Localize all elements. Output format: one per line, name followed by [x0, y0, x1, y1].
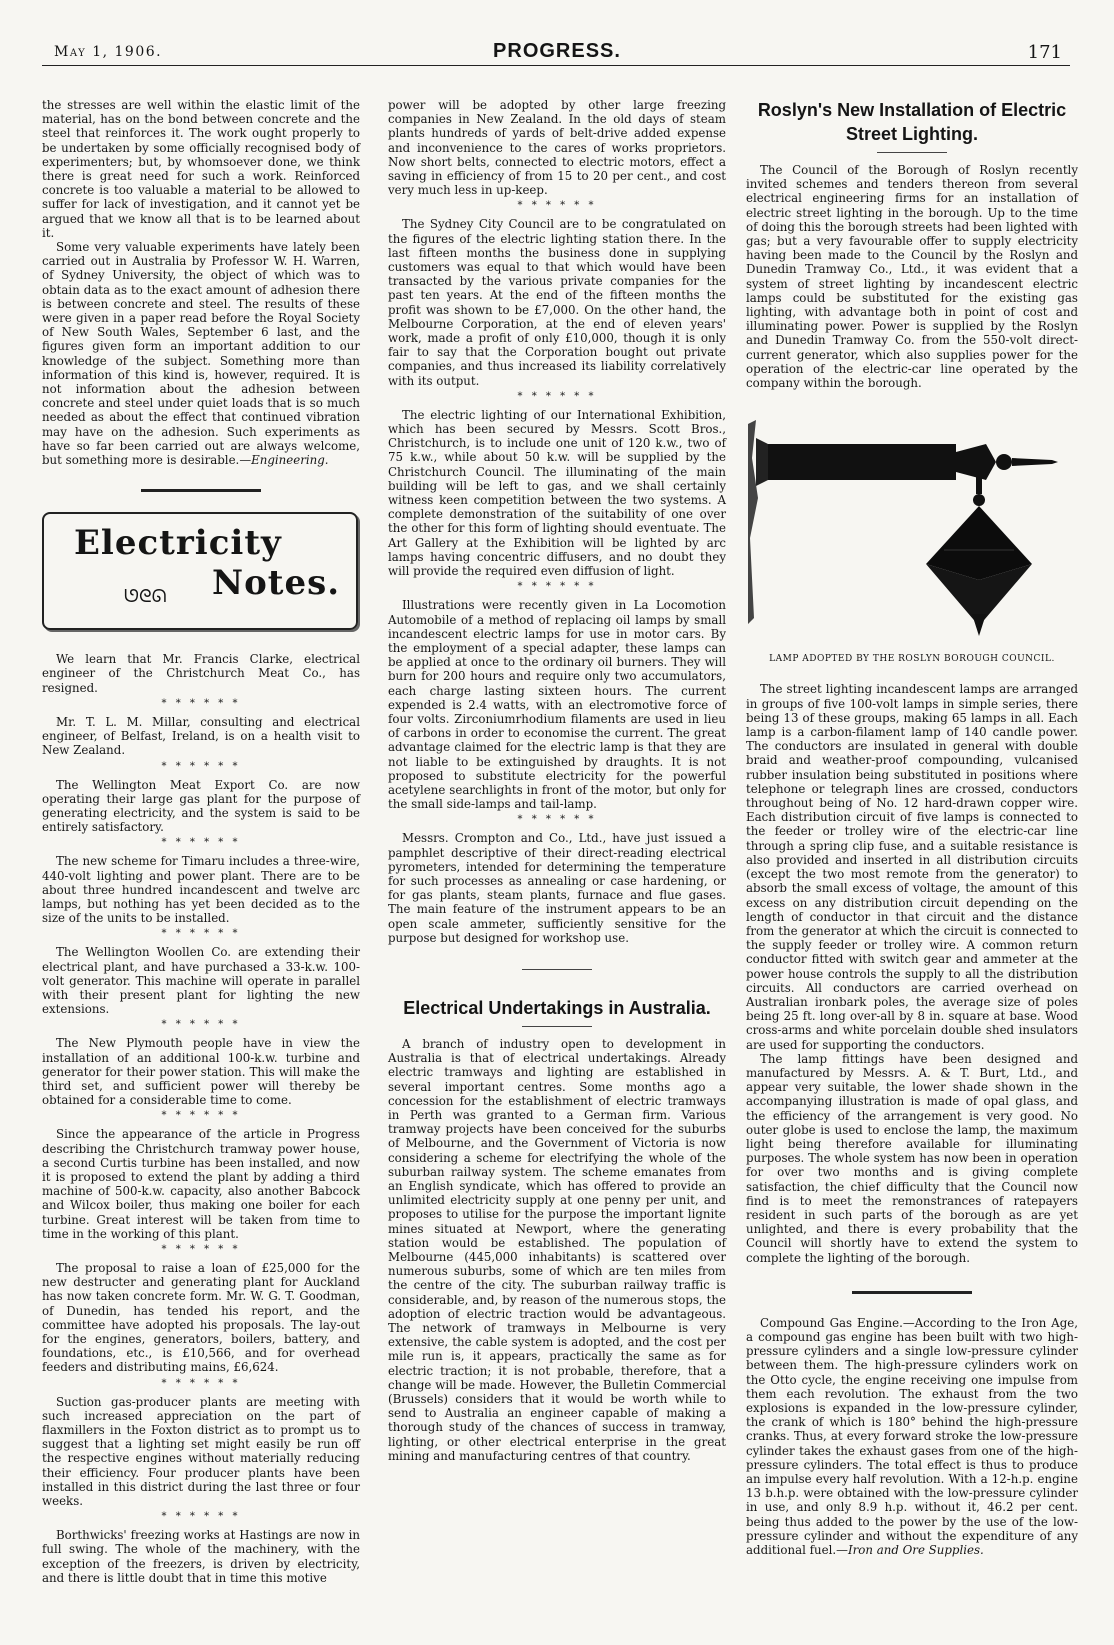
- section-divider: [852, 1291, 972, 1294]
- note-paragraph: We learn that Mr. Francis Clarke, electrical engineer of the Christchurch Meat Co., has resigned.: [42, 652, 360, 695]
- stars-separator: * * * * * *: [517, 814, 597, 826]
- article-paragraph: A branch of industry open to development in Australia is that of electrical undertakings. Already electric tramways and lighting are established in several important centres. Some months ago a concession for the establishment of electric tramways in Perth was granted to a German firm. Various tramway projects have been conceived for the suburbs of Melbourne, and the Government of Victoria is now considering a scheme for electrifying the whole of the suburban railway system. The scheme emanates from an English syndicate, which has offered to provide an unlimited electricity supply at one penny per unit, and proposes to utilise for the purpose the important lignite mines situated at Newport, where the generating station would be established. The population of Melbourne (445,000 inhabitants) is scattered over numerous suburbs, some of which are ten miles from the centre of the city. The suburban railway traffic is considerable, and, by reason of the numerous stops, the adoption of electric traction would be advantageous. The network of tramways in Melbourne is very extensive, the cable system is adopted, and the cost per mile run is, it appears, practically the same as for electric traction; it is not probable, therefore, that a change will be made. However, the Bulletin Commercial (Brussels) considers that it would be worth while to send to Australia an engineer capable of making a thorough study of the chances of success in tramway, lighting, or other electrical enterprise in the great mining and manufacturing centres of that country.: [388, 1036, 726, 1463]
- issue-date: May 1, 1906.: [54, 44, 163, 60]
- stars-separator: * * * * * *: [161, 1110, 241, 1122]
- article-source: —Iron and Ore Supplies.: [836, 1543, 984, 1558]
- note-paragraph: The Sydney City Council are to be congratulated on the figures of the electric lighting station there. In the last fifteen months the business done in supplying customers was equal to that which would have been transacted by the various private companies for the past ten years. At the end of the fifteen months the profit was shown to be £7,000. On the other hand, the Melbourne Corporation, at the end of eleven years' work, made a profit of only £10,000, though it is only fair to say that the Corporation bought out private companies, and thus increased its liability correlatively with its output.: [388, 217, 726, 388]
- stars-separator: * * * * * *: [161, 760, 241, 772]
- column-left: [42, 98, 360, 1585]
- note-paragraph: Borthwicks' freezing works at Hastings are now in full swing. The whole of the machinery, with the exception of the freezers, is driven by electricity, and there is little doubt that in time this motive: [42, 1528, 360, 1585]
- note-paragraph: power will be adopted by other large freezing companies in New Zealand. In the old days of steam plants hundreds of yards of belt-drive added expense and inconvenience to the cares of works proprietors. Now short belts, connected to electric motors, effect a saving in efficiency of from 15 to 20 per cent., and cost very much less in up-keep.: [388, 98, 726, 198]
- stars-separator: * * * * * *: [161, 1511, 241, 1523]
- ornament-icon: ᘎᘓᘏ: [124, 586, 167, 608]
- note-paragraph: Suction gas-producer plants are meeting with such increased appreciation on the part of flaxmillers in the Foxton district as to prompt us to suggest that a lighting set might easily be run off the respective engines without materially reducing their efficiency. Four producer plants have been installed in this district during the last three or four weeks.: [42, 1394, 360, 1509]
- note-paragraph: Since the appearance of the article in Progress describing the Christchurch tramway power house, a second Curtis turbine has been installed, and now it is proposed to extend the plant by adding a third machine of 500-k.w. capacity, also another Babcock and Wilcox boiler, thus making one boiler for each turbine. Great interest will be taken from time to time in the working of this plant.: [42, 1127, 360, 1241]
- lamp-drawing: [746, 418, 1066, 646]
- note-paragraph: Messrs. Crompton and Co., Ltd., have just issued a pamphlet descriptive of their direct-reading electrical pyrometers, intended for determining the temperature for such processes as annealing or case hardening, or for gas plants, steam plants, furnace and flue gases. The main feature of the instrument appears to be an open scale ammeter, sufficiently sensitive for the purpose but designed for workshop use.: [388, 831, 726, 945]
- note-paragraph: The New Plymouth people have in view the installation of an additional 100-k.w. turbine and generator for their power station. This will make the third set, and sufficient power will thereby be obtained for a considerable time to come.: [42, 1036, 360, 1108]
- stars-separator: * * * * * *: [161, 1243, 241, 1255]
- stars-separator: * * * * * *: [161, 1377, 241, 1389]
- stars-separator: * * * * * *: [517, 581, 597, 593]
- page-number: 171: [1027, 42, 1062, 63]
- article-paragraph: The Council of the Borough of Roslyn recently invited schemes and tenders thereon from several electrical engineering firms for an installation of electric street lighting in the borough. Up to the time of doing this the borough streets had been lighted with gas; but a very favourable offer to supply electricity having been made to the Council by the Roslyn and Dunedin Tramway Co., Ltd., it was evident that a system of street lighting by incandescent electric lamps could be substituted for the existing gas lighting, with advantage both in point of cost and illuminating power. Power is supplied by the Roslyn and Dunedin Tramway Co. from the 550-volt direct-current generator, which also supplies power for the operation of the electric-car line operated by the company within the borough.: [746, 163, 1078, 391]
- article-paragraph: The street lighting incandescent lamps are arranged in groups of five 100-volt lamps in simple series, there being 13 of these groups, making 65 lamps in all. Each lamp is a carbon-filament lamp of 140 candle power. The conductors are insulated in general with double braid and weather-proof compounding, vulcanised rubber insulation being substituted in positions where telephone or telegraph lines are crossed, conductors throughout being of No. 12 hard-drawn copper wire. Each distribution circuit of five lamps is connected to the feeder or trolley wire of the electric-car line through a spring clip fuse, and a suitable resistance is also provided and inserted in all distribution circuits (except the two most remote from the generator) to absorb the small excess of voltage, the amount of this excess on any distribution circuit depending on the length of conductor in that circuit and the distance from the generator at which the circuit is connected to the supply feeder or trolley wire. A common return conductor fitted with switch gear and ammeter at the power house controls the supply to all the distribution circuits. All conductors are carried overhead on Australian ironbark poles, the average size of poles being 25 ft. long over-all by 8 in. square at base. Wood cross-arms and white porcelain double shed insulators are used for supporting the conductors.: [746, 682, 1078, 1052]
- masthead-title: PROGRESS.: [493, 40, 621, 62]
- short-rule: [522, 969, 592, 970]
- article-paragraph: the stresses are well within the elastic limit of the material, has on the bond between concrete and the steel that reinforces it. The work ought properly to be undertaken by some officially recognised body of experimenters; but, by whomsoever done, we think there is great need for such a work. Reinforced concrete is too valuable a material to be allowed to suffer for lack of investigation, and it cannot yet be argued that we know all that is to be learned about it.: [42, 98, 360, 240]
- electricity-notes-box: [42, 512, 358, 630]
- stars-separator: * * * * * *: [161, 928, 241, 940]
- article-paragraph: The lamp fittings have been designed and manufactured by Messrs. A. & T. Burt, Ltd., and appear very suitable, the lower shade shown in the accompanying illustration is made of opal glass, and the efficiency of the arrangement is very good. No outer globe is used to enclose the lamp, the maximum light being therefore available for illuminating purposes. The whole system has now been in operation for over two months and is giving complete satisfaction, the chief difficulty that the Council now find is to meet the remonstrances of ratepayers resident in such parts of the borough as are yet unlighted, and there is every probability that the Council will shortly have to extend the system to complete the lighting of the borough.: [746, 1051, 1078, 1265]
- column-middle: [388, 98, 726, 1463]
- article-source: —Engineering.: [239, 453, 329, 468]
- note-paragraph: Illustrations were recently given in La Locomotion Automobile of a method of replacing oil lamps by small incandescent electric lamps for use in motor cars. By the employment of a special adapter, these lamps can be applied at once to the ordinary oil burners. They will burn for 200 hours and require only two accumulators, each charge lasting sixteen hours. The current expended is 2.4 watts, with an electromotive force of four volts. Zirconiumrhodium filaments are used in lieu of carbons in order to economise the current. The great advantage claimed for the electric lamp is that they are not liable to be extinguished by draughts. It is not proposed to substitute electricity for the powerful acetylene searchlights in front of the motor, but only for the small side-lamps and tail-lamp.: [388, 598, 726, 812]
- stars-separator: * * * * * *: [161, 837, 241, 849]
- page-header: [0, 0, 1114, 70]
- street-lamp-illustration: [746, 418, 1066, 646]
- box-title-line1: Electricity: [74, 523, 282, 564]
- article-paragraph: Some very valuable experiments have lately been carried out in Australia by Professor W. H. Warren, of Sydney University, the object of which was to obtain data as to the exact amount of adhesion there is between concrete and steel. The results of these were given in a paper read before the Royal Society of New South Wales, September 6 last, and the figures given form an important addition to our knowledge of the subject. Something more than information of this kind is, however, required. It is not information about the adhesion between concrete and steel under quiet loads that is so much needed as about the effect that continued vibration may have on the adhesion. Such experiments as have so far been carried out are always welcome, but something more is desirable.—Engineering.: [42, 240, 360, 468]
- note-paragraph: Mr. T. L. M. Millar, consulting and electrical engineer, of Belfast, Ireland, is on a health visit to New Zealand.: [42, 714, 360, 758]
- stars-separator: * * * * * *: [161, 697, 241, 709]
- short-rule: [877, 152, 947, 153]
- figure-caption: LAMP ADOPTED BY THE ROSLYN BOROUGH COUNCIL.: [769, 654, 1055, 665]
- note-paragraph: The electric lighting of our International Exhibition, which has been secured by Messrs. Scott Bros., Christchurch, is to include one unit of 120 k.w., two of 75 k.w., while about 50 k.w. will be supplied by the Christchurch Council. The illuminating of the main building will be left to gas, and we shall certainly witness keen competition between the two systems. A complete demonstration of the suitability of one over the other for this form of lighting should eventuate. The Art Gallery at the Exhibition will be lighted by arc lamps having concentric diffusers, and no doubt they will provide the required even diffusion of light.: [388, 407, 726, 579]
- note-paragraph: The new scheme for Timaru includes a three-wire, 440-volt lighting and power plant. There are to be about three hundred incandescent and twelve arc lamps, but nothing has yet been decided as to the size of the units to be installed.: [42, 854, 360, 926]
- note-paragraph: The proposal to raise a loan of £25,000 for the new destructer and generating plant for Auckland has now taken concrete form. Mr. W. G. T. Goodman, of Dunedin, has tended his report, and the committee have adopted his proposals. The lay-out for the engines, generators, boilers, battery, and foundations, etc., is £10,566, and for overhead feeders and distributing mains, £6,624.: [42, 1260, 360, 1375]
- headline-roslyn: Roslyn's New Installation of Electric Street Lighting.: [757, 100, 1067, 144]
- note-paragraph: The Wellington Woollen Co. are extending their electrical plant, and have purchased a 33-k.w. 100-volt generator. This machine will operate in parallel with their present plant for lighting the new extensions.: [42, 945, 360, 1017]
- section-divider: [141, 489, 261, 492]
- note-paragraph: The Wellington Meat Export Co. are now operating their large gas plant for the purpose of generating electricity, and the system is said to be entirely satisfactory.: [42, 777, 360, 835]
- header-rule: [42, 65, 1070, 66]
- stars-separator: * * * * * *: [161, 1019, 241, 1031]
- gas-engine-paragraph: Compound Gas Engine.—According to the Iron Age, a compound gas engine has been built with two high-pressure cylinders and a single low-pressure cylinder between them. The high-pressure cylinders work on the Otto cycle, the engine receiving one impulse from them each revolution. The exhaust from the two explosions is expanded in the low-pressure cylinder, the crank of which is 180° behind the high-pressure cranks. Thus, at every forward stroke the low-pressure cylinder takes the exhaust gases from one of the high-pressure cylinders. The total effect is thus to produce an impulse every half revolution. With a 12-h.p. engine 13 b.h.p. were obtained with the low-pressure cylinder in use, and only 8.9 h.p. without it, 46.2 per cent. being thus added to the power by the use of the low-pressure cylinder and without the expenditure of any additional fuel.—Iron and Ore Supplies.: [746, 1315, 1078, 1558]
- headline-electrical-undertakings: Electrical Undertakings in Australia.: [403, 997, 711, 1018]
- box-title-line2: Notes.: [212, 563, 341, 604]
- stars-separator: * * * * * *: [517, 200, 597, 212]
- column-right: [746, 98, 1078, 1557]
- stars-separator: * * * * * *: [517, 390, 597, 402]
- short-rule: [522, 1026, 592, 1027]
